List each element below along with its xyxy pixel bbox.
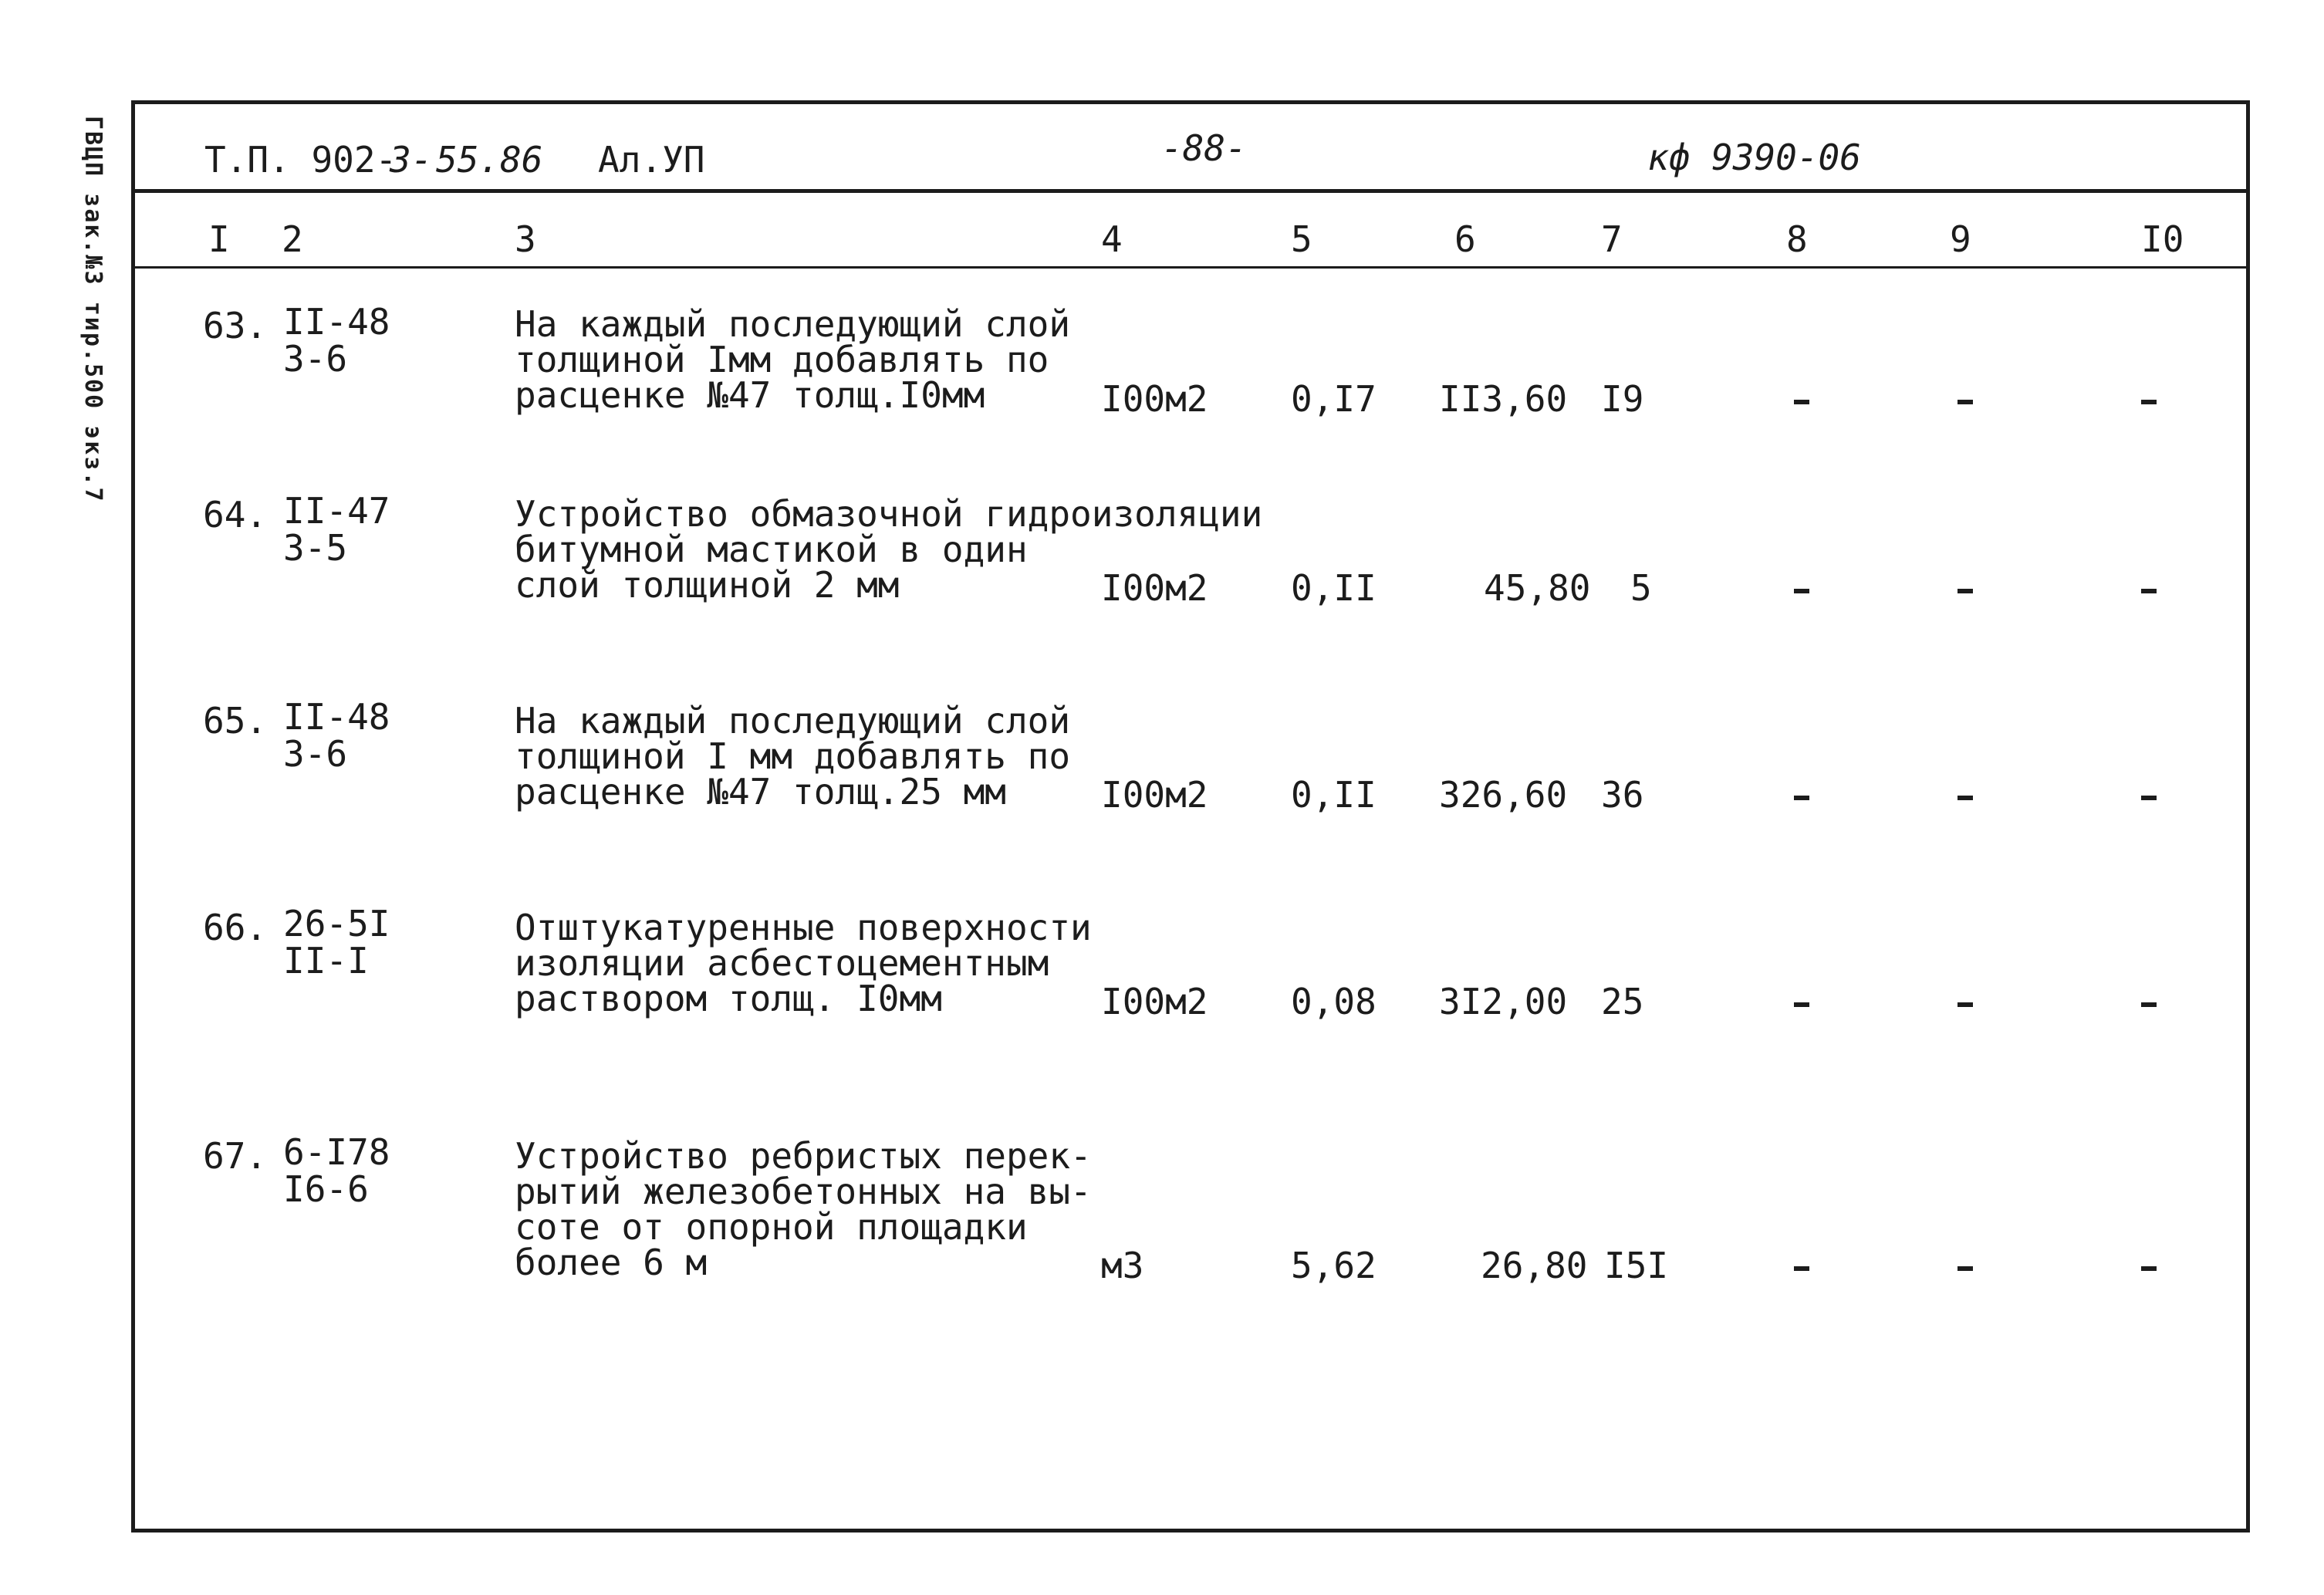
total: 5 <box>1630 567 1652 609</box>
page-number: -88- <box>1161 127 1247 169</box>
unit-price: II3,60 <box>1439 378 1568 420</box>
total: I5I <box>1604 1245 1669 1286</box>
table-row <box>135 104 2246 1529</box>
description-line: Устройство ребристых перек- <box>515 1135 1092 1177</box>
description-line: более 6 м <box>515 1242 708 1283</box>
description-line: изоляции асбестоцементным <box>515 942 1049 984</box>
col-1: I <box>208 218 230 260</box>
col-5: 5 <box>1291 218 1312 260</box>
unit-price: 45,80 <box>1484 567 1591 609</box>
unit-price: 3I2,00 <box>1439 981 1568 1022</box>
rate-code-line: II-48 <box>283 696 390 738</box>
row-number: 64. <box>203 494 268 536</box>
unit-price: 26,80 <box>1481 1245 1588 1286</box>
description-line: Отштукатуренные поверхности <box>515 907 1092 948</box>
work-description <box>515 1135 1092 1283</box>
doc-series: 3- <box>390 139 433 181</box>
rate-code-line: II-48 <box>283 301 390 343</box>
col-3: 3 <box>515 218 536 260</box>
description-line: слой толщиной 2 мм <box>515 564 900 606</box>
doc-series-num: 55.86 <box>436 139 543 181</box>
rate-code-line: 3-6 <box>283 733 348 775</box>
rate-code-line: 3-6 <box>283 338 348 380</box>
unit: I00м2 <box>1101 774 1208 816</box>
description-line: Устройство обмазочной гидроизоляции <box>515 493 1263 535</box>
total: 25 <box>1601 981 1644 1022</box>
side-stamp: ГВЦП зак.№3 тир.500 экз.7 <box>79 116 106 503</box>
col-4: 4 <box>1101 218 1123 260</box>
description-line: На каждый последующий слой <box>515 700 1071 742</box>
col-2: 2 <box>282 218 303 260</box>
total: 36 <box>1601 774 1644 816</box>
unit: I00м2 <box>1101 567 1208 609</box>
rate-code-line: 6-I78 <box>283 1131 390 1173</box>
description-line: рытий железобетонных на вы- <box>515 1171 1092 1212</box>
quantity: 0,08 <box>1291 981 1376 1022</box>
description-line: На каждый последующий слой <box>515 303 1071 345</box>
rate-code-line: 26-5I <box>283 903 390 944</box>
album-label: Ал.УП <box>598 139 705 181</box>
rate-code <box>283 1131 390 1210</box>
description-line: битумной мастикой в один <box>515 529 1028 570</box>
doc-ref: Т.П. 902- <box>204 139 397 181</box>
rate-code-line: I6-6 <box>283 1168 369 1210</box>
col-9: 9 <box>1950 218 1971 260</box>
description-line: соте от опорной площадки <box>515 1206 1028 1248</box>
row-number: 66. <box>203 907 268 948</box>
rate-code-line: II-I <box>283 940 369 982</box>
rate-code-line: 3-5 <box>283 527 348 569</box>
empty-dash <box>2141 1266 2157 1271</box>
col-7: 7 <box>1601 218 1623 260</box>
row-number: 63. <box>203 305 268 346</box>
unit: м3 <box>1101 1245 1144 1286</box>
description-line: расценке №47 толщ.25 мм <box>515 771 1006 813</box>
rate-code-line: II-47 <box>283 490 390 532</box>
empty-dash <box>1957 1266 1973 1271</box>
quantity: 0,II <box>1291 567 1376 609</box>
document-frame <box>131 100 2250 1532</box>
doc-code: кф 9390-06 <box>1647 137 1861 178</box>
description-line: толщиной I мм добавлять по <box>515 735 1071 777</box>
row-number: 67. <box>203 1135 268 1177</box>
quantity: 0,II <box>1291 774 1376 816</box>
description-line: расценке №47 толщ.I0мм <box>515 374 985 416</box>
col-10: I0 <box>2141 218 2184 260</box>
quantity: 0,I7 <box>1291 378 1376 420</box>
empty-dash <box>1794 1266 1809 1271</box>
unit: I00м2 <box>1101 981 1208 1022</box>
unit: I00м2 <box>1101 378 1208 420</box>
total: I9 <box>1601 378 1644 420</box>
description-line: раствором толщ. I0мм <box>515 978 942 1019</box>
quantity: 5,62 <box>1291 1245 1376 1286</box>
description-line: толщиной Iмм добавлять по <box>515 339 1049 380</box>
unit-price: 326,60 <box>1439 774 1568 816</box>
col-6: 6 <box>1454 218 1476 260</box>
col-8: 8 <box>1786 218 1808 260</box>
row-number: 65. <box>203 700 268 742</box>
